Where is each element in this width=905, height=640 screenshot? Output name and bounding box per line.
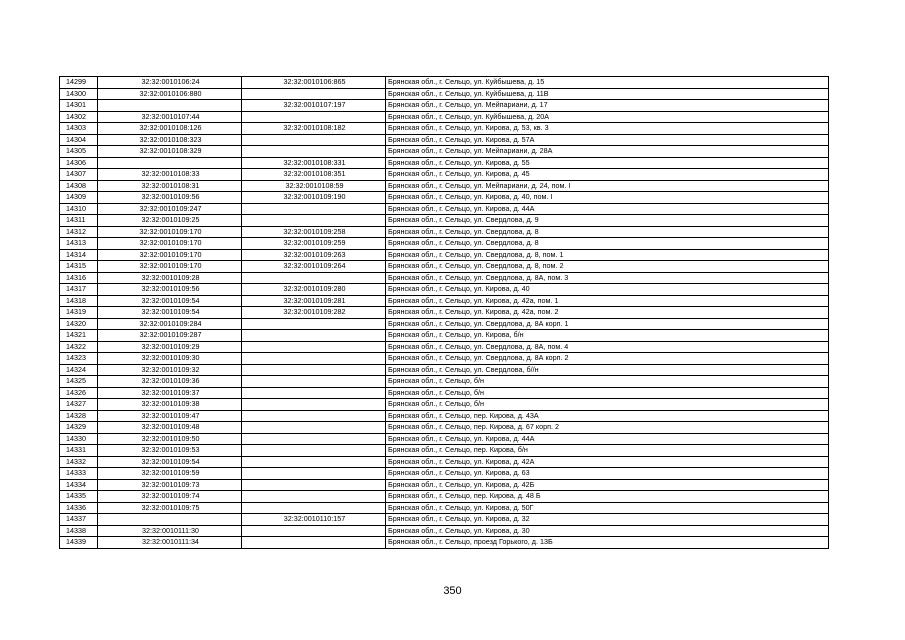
address-cell: Брянская обл., г. Сельцо, ул. Свердлова, д. 8А, пом. 4: [386, 341, 829, 353]
row-number-cell: 14299: [60, 77, 98, 89]
cadastral-number-cell: 32:32:0010108:323: [98, 134, 242, 146]
row-number-cell: 14304: [60, 134, 98, 146]
row-number-cell: 14307: [60, 169, 98, 181]
table-row: [60, 364, 829, 376]
cadastral-number-cell: 32:32:0010109:54: [98, 295, 242, 307]
row-number-cell: 14335: [60, 491, 98, 503]
row-number-cell: 14330: [60, 433, 98, 445]
table-row: [60, 502, 829, 514]
linked-cadastral-number-cell: [242, 134, 386, 146]
linked-cadastral-number-cell: 32:32:0010109:258: [242, 226, 386, 238]
address-cell: Брянская обл., г. Сельцо, ул. Мейпариани, д. 17: [386, 100, 829, 112]
address-cell: Брянская обл., г. Сельцо, ул. Свердлова, д. 8А корп. 1: [386, 318, 829, 330]
table-row: [60, 180, 829, 192]
table-row: [60, 353, 829, 365]
address-cell: Брянская обл., г. Сельцо, ул. Куйбышева, д. 15: [386, 77, 829, 89]
cadastral-number-cell: 32:32:0010109:56: [98, 192, 242, 204]
address-cell: Брянская обл., г. Сельцо, ул. Кирова, д. 44А: [386, 203, 829, 215]
address-cell: Брянская обл., г. Сельцо, ул. Свердлова, д. 8, пом. 2: [386, 261, 829, 273]
linked-cadastral-number-cell: [242, 146, 386, 158]
row-number-cell: 14309: [60, 192, 98, 204]
row-number-cell: 14336: [60, 502, 98, 514]
linked-cadastral-number-cell: 32:32:0010107:197: [242, 100, 386, 112]
cadastral-number-cell: 32:32:0010109:53: [98, 445, 242, 457]
row-number-cell: 14338: [60, 525, 98, 537]
linked-cadastral-number-cell: 32:32:0010109:190: [242, 192, 386, 204]
address-cell: Брянская обл., г. Сельцо, ул. Кирова, д. 40, пом. I: [386, 192, 829, 204]
row-number-cell: 14317: [60, 284, 98, 296]
linked-cadastral-number-cell: [242, 318, 386, 330]
cadastral-number-cell: 32:32:0010109:25: [98, 215, 242, 227]
cadastral-number-cell: 32:32:0010107:44: [98, 111, 242, 123]
address-cell: Брянская обл., г. Сельцо, ул. Кирова, д. 40: [386, 284, 829, 296]
row-number-cell: 14326: [60, 387, 98, 399]
linked-cadastral-number-cell: [242, 387, 386, 399]
table-row: [60, 123, 829, 135]
row-number-cell: 14303: [60, 123, 98, 135]
cadastral-number-cell: 32:32:0010109:74: [98, 491, 242, 503]
address-cell: Брянская обл., г. Сельцо, ул. Кирова, д. 42а, пом. 2: [386, 307, 829, 319]
linked-cadastral-number-cell: [242, 353, 386, 365]
table-row: [60, 261, 829, 273]
linked-cadastral-number-cell: [242, 422, 386, 434]
linked-cadastral-number-cell: 32:32:0010108:59: [242, 180, 386, 192]
row-number-cell: 14315: [60, 261, 98, 273]
row-number-cell: 14302: [60, 111, 98, 123]
linked-cadastral-number-cell: 32:32:0010109:282: [242, 307, 386, 319]
table-row: [60, 479, 829, 491]
table-row: [60, 410, 829, 422]
table-row: [60, 318, 829, 330]
linked-cadastral-number-cell: 32:32:0010108:351: [242, 169, 386, 181]
address-cell: Брянская обл., г. Сельцо, ул. Свердлова, д. 8А корп. 2: [386, 353, 829, 365]
row-number-cell: 14327: [60, 399, 98, 411]
cadastral-number-cell: 32:32:0010109:38: [98, 399, 242, 411]
linked-cadastral-number-cell: [242, 88, 386, 100]
cadastral-number-cell: 32:32:0010109:50: [98, 433, 242, 445]
cadastral-number-cell: 32:32:0010109:54: [98, 456, 242, 468]
table-row: [60, 226, 829, 238]
row-number-cell: 14337: [60, 514, 98, 526]
address-cell: Брянская обл., г. Сельцо, ул. Кирова, д. 42а, пом. 1: [386, 295, 829, 307]
address-cell: Брянская обл., г. Сельцо, ул. Кирова, д. 42А: [386, 456, 829, 468]
cadastral-number-cell: 32:32:0010109:28: [98, 272, 242, 284]
address-cell: Брянская обл., г. Сельцо, пер. Кирова, б/н: [386, 445, 829, 457]
table-row: [60, 445, 829, 457]
linked-cadastral-number-cell: [242, 525, 386, 537]
table-row: [60, 134, 829, 146]
cadastral-number-cell: [98, 157, 242, 169]
cadastral-number-cell: 32:32:0010109:29: [98, 341, 242, 353]
table-row: [60, 399, 829, 411]
cadastral-number-cell: 32:32:0010106:880: [98, 88, 242, 100]
table-row: [60, 238, 829, 250]
linked-cadastral-number-cell: [242, 364, 386, 376]
table-row: [60, 77, 829, 89]
cadastral-number-cell: 32:32:0010109:287: [98, 330, 242, 342]
cadastral-number-cell: 32:32:0010111:30: [98, 525, 242, 537]
linked-cadastral-number-cell: [242, 456, 386, 468]
address-cell: Брянская обл., г. Сельцо, ул. Кирова, д. 55: [386, 157, 829, 169]
linked-cadastral-number-cell: [242, 376, 386, 388]
table-row: [60, 111, 829, 123]
row-number-cell: 14313: [60, 238, 98, 250]
table-row: [60, 307, 829, 319]
cadastral-number-cell: 32:32:0010111:34: [98, 537, 242, 549]
cadastral-number-cell: 32:32:0010108:126: [98, 123, 242, 135]
address-cell: Брянская обл., г. Сельцо, ул. Кирова, д. 53, кв. 3: [386, 123, 829, 135]
row-number-cell: 14332: [60, 456, 98, 468]
cadastral-number-cell: 32:32:0010109:56: [98, 284, 242, 296]
address-cell: Брянская обл., г. Сельцо, ул. Мейпариани, д. 28А: [386, 146, 829, 158]
row-number-cell: 14318: [60, 295, 98, 307]
row-number-cell: 14312: [60, 226, 98, 238]
row-number-cell: 14331: [60, 445, 98, 457]
table-row: [60, 157, 829, 169]
linked-cadastral-number-cell: [242, 203, 386, 215]
table-row: [60, 100, 829, 112]
linked-cadastral-number-cell: 32:32:0010109:259: [242, 238, 386, 250]
table-row: [60, 284, 829, 296]
row-number-cell: 14306: [60, 157, 98, 169]
linked-cadastral-number-cell: [242, 445, 386, 457]
linked-cadastral-number-cell: 32:32:0010109:280: [242, 284, 386, 296]
linked-cadastral-number-cell: 32:32:0010106:865: [242, 77, 386, 89]
table-row: [60, 249, 829, 261]
row-number-cell: 14321: [60, 330, 98, 342]
address-cell: Брянская обл., г. Сельцо, ул. Свердлова, д. 8: [386, 238, 829, 250]
cadastral-number-cell: 32:32:0010108:33: [98, 169, 242, 181]
address-cell: Брянская обл., г. Сельцо, ул. Свердлова, д. 8: [386, 226, 829, 238]
address-cell: Брянская обл., г. Сельцо, ул. Кирова, б/н: [386, 330, 829, 342]
linked-cadastral-number-cell: 32:32:0010108:182: [242, 123, 386, 135]
linked-cadastral-number-cell: [242, 537, 386, 549]
row-number-cell: 14301: [60, 100, 98, 112]
row-number-cell: 14328: [60, 410, 98, 422]
table-row: [60, 433, 829, 445]
linked-cadastral-number-cell: 32:32:0010109:281: [242, 295, 386, 307]
linked-cadastral-number-cell: [242, 272, 386, 284]
table-row: [60, 387, 829, 399]
address-cell: Брянская обл., г. Сельцо, ул. Куйбышева, д. 20А: [386, 111, 829, 123]
table-row: [60, 491, 829, 503]
row-number-cell: 14310: [60, 203, 98, 215]
address-cell: Брянская обл., г. Сельцо, проезд Горького, д. 13Б: [386, 537, 829, 549]
cadastral-number-cell: 32:32:0010109:48: [98, 422, 242, 434]
row-number-cell: 14325: [60, 376, 98, 388]
cadastral-number-cell: 32:32:0010109:37: [98, 387, 242, 399]
address-cell: Брянская обл., г. Сельцо, ул. Кирова, д. 50Г: [386, 502, 829, 514]
row-number-cell: 14334: [60, 479, 98, 491]
cadastral-number-cell: 32:32:0010109:59: [98, 468, 242, 480]
cadastral-number-cell: 32:32:0010109:32: [98, 364, 242, 376]
address-cell: Брянская обл., г. Сельцо, пер. Кирова, д. 67 корп. 2: [386, 422, 829, 434]
row-number-cell: 14308: [60, 180, 98, 192]
linked-cadastral-number-cell: [242, 215, 386, 227]
table-row: [60, 295, 829, 307]
address-cell: Брянская обл., г. Сельцо, ул. Свердлова, д. 8А, пом. 3: [386, 272, 829, 284]
address-cell: Брянская обл., г. Сельцо, ул. Куйбышева, д. 11В: [386, 88, 829, 100]
table-row: [60, 192, 829, 204]
cadastral-number-cell: 32:32:0010108:329: [98, 146, 242, 158]
cadastral-number-cell: 32:32:0010109:54: [98, 307, 242, 319]
row-number-cell: 14311: [60, 215, 98, 227]
linked-cadastral-number-cell: 32:32:0010109:263: [242, 249, 386, 261]
linked-cadastral-number-cell: [242, 410, 386, 422]
table-body: [60, 77, 829, 549]
address-cell: Брянская обл., г. Сельцо, пер. Кирова, д. 48 Б: [386, 491, 829, 503]
row-number-cell: 14323: [60, 353, 98, 365]
linked-cadastral-number-cell: [242, 111, 386, 123]
table-row: [60, 525, 829, 537]
cadastral-number-cell: 32:32:0010109:284: [98, 318, 242, 330]
table-row: [60, 169, 829, 181]
table-row: [60, 341, 829, 353]
table-row: [60, 272, 829, 284]
linked-cadastral-number-cell: [242, 491, 386, 503]
linked-cadastral-number-cell: 32:32:0010110:157: [242, 514, 386, 526]
address-cell: Брянская обл., г. Сельцо, ул. Кирова, д. 45: [386, 169, 829, 181]
table-row: [60, 203, 829, 215]
address-cell: Брянская обл., г. Сельцо, ул. Кирова, д. 42Б: [386, 479, 829, 491]
table-row: [60, 514, 829, 526]
address-cell: Брянская обл., г. Сельцо, ул. Свердлова, д. 9: [386, 215, 829, 227]
cadastral-number-cell: 32:32:0010109:170: [98, 226, 242, 238]
address-cell: Брянская обл., г. Сельцо, ул. Кирова, д. 44А: [386, 433, 829, 445]
table-row: [60, 456, 829, 468]
linked-cadastral-number-cell: [242, 341, 386, 353]
row-number-cell: 14320: [60, 318, 98, 330]
row-number-cell: 14319: [60, 307, 98, 319]
cadastral-number-cell: 32:32:0010109:36: [98, 376, 242, 388]
cadastral-table: [59, 76, 829, 549]
row-number-cell: 14300: [60, 88, 98, 100]
row-number-cell: 14305: [60, 146, 98, 158]
address-cell: Брянская обл., г. Сельцо, пер. Кирова, д. 43А: [386, 410, 829, 422]
cadastral-number-cell: 32:32:0010109:73: [98, 479, 242, 491]
address-cell: Брянская обл., г. Сельцо, ул. Мейпариани, д. 24, пом. I: [386, 180, 829, 192]
cadastral-number-cell: [98, 100, 242, 112]
linked-cadastral-number-cell: [242, 330, 386, 342]
table-row: [60, 215, 829, 227]
cadastral-number-cell: 32:32:0010109:170: [98, 238, 242, 250]
address-cell: Брянская обл., г. Сельцо, ул. Свердлова, б//н: [386, 364, 829, 376]
linked-cadastral-number-cell: [242, 502, 386, 514]
row-number-cell: 14314: [60, 249, 98, 261]
cadastral-number-cell: 32:32:0010109:75: [98, 502, 242, 514]
cadastral-number-cell: 32:32:0010109:247: [98, 203, 242, 215]
cadastral-number-cell: 32:32:0010109:30: [98, 353, 242, 365]
row-number-cell: 14329: [60, 422, 98, 434]
row-number-cell: 14324: [60, 364, 98, 376]
page-number: 350: [443, 585, 462, 597]
row-number-cell: 14333: [60, 468, 98, 480]
table-row: [60, 422, 829, 434]
address-cell: Брянская обл., г. Сельцо, ул. Кирова, д. 30: [386, 525, 829, 537]
cadastral-number-cell: 32:32:0010109:170: [98, 261, 242, 273]
table-row: [60, 146, 829, 158]
address-cell: Брянская обл., г. Сельцо, ул. Кирова, д. 57А: [386, 134, 829, 146]
cadastral-number-cell: 32:32:0010108:31: [98, 180, 242, 192]
cadastral-number-cell: 32:32:0010106:24: [98, 77, 242, 89]
row-number-cell: 14339: [60, 537, 98, 549]
linked-cadastral-number-cell: [242, 399, 386, 411]
table-row: [60, 537, 829, 549]
table-row: [60, 330, 829, 342]
linked-cadastral-number-cell: [242, 479, 386, 491]
address-cell: Брянская обл., г. Сельцо, ул. Кирова, д. 63: [386, 468, 829, 480]
cadastral-number-cell: 32:32:0010109:47: [98, 410, 242, 422]
address-cell: Брянская обл., г. Сельцо, б/н: [386, 376, 829, 388]
linked-cadastral-number-cell: 32:32:0010108:331: [242, 157, 386, 169]
cadastral-number-cell: 32:32:0010109:170: [98, 249, 242, 261]
linked-cadastral-number-cell: 32:32:0010109:264: [242, 261, 386, 273]
row-number-cell: 14316: [60, 272, 98, 284]
address-cell: Брянская обл., г. Сельцо, б/н: [386, 399, 829, 411]
table-row: [60, 88, 829, 100]
linked-cadastral-number-cell: [242, 468, 386, 480]
address-cell: Брянская обл., г. Сельцо, ул. Свердлова, д. 8, пом. 1: [386, 249, 829, 261]
row-number-cell: 14322: [60, 341, 98, 353]
table-row: [60, 468, 829, 480]
address-cell: Брянская обл., г. Сельцо, ул. Кирова, д. 32: [386, 514, 829, 526]
cadastral-number-cell: [98, 514, 242, 526]
table-row: [60, 376, 829, 388]
linked-cadastral-number-cell: [242, 433, 386, 445]
address-cell: Брянская обл., г. Сельцо, б/н: [386, 387, 829, 399]
